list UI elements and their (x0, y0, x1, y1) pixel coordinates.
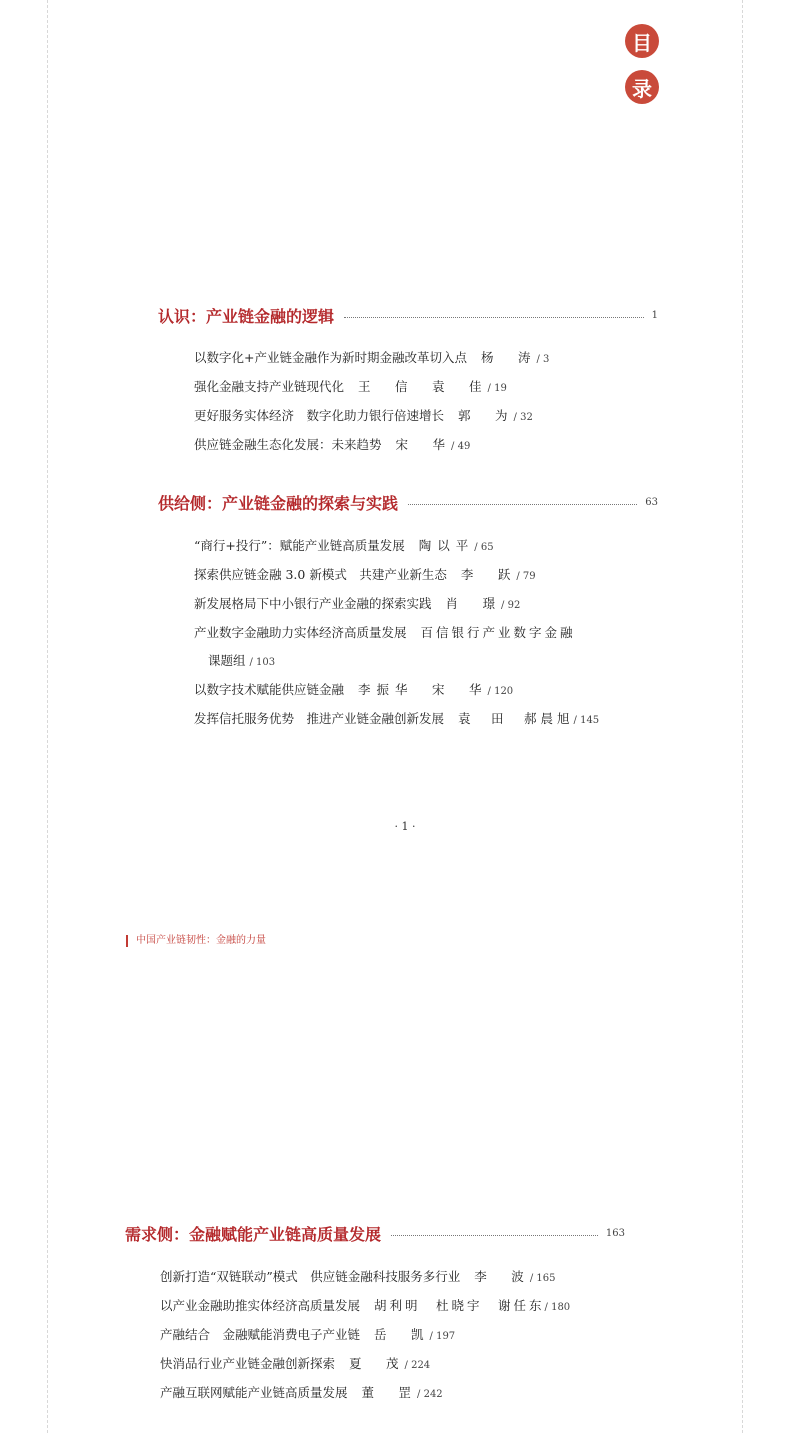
entry-page: / 242 (417, 1389, 443, 1400)
entry-page: / 19 (487, 383, 507, 394)
entry-title: 发挥信托服务优势 推进产业链金融创新发展 (194, 711, 445, 726)
toc-entry[interactable] (194, 435, 470, 455)
entry-author: 李振华 宋 华 (358, 682, 488, 697)
section-title-text: 供给侧：产业链金融的探索与实践 (158, 493, 399, 513)
entry-author: 杨 涛 (480, 350, 537, 365)
page-number: · 1 · (394, 820, 416, 833)
toc-entry-continued[interactable] (208, 651, 275, 671)
section-title-1[interactable] (158, 304, 658, 326)
entry-title: 产融结合 金融赋能消费电子产业链 (160, 1327, 361, 1342)
entry-page: / 65 (474, 542, 494, 553)
entry-page: / 49 (451, 441, 471, 452)
entry-author: 课题组 (208, 653, 246, 668)
entry-page: / 3 (536, 354, 550, 365)
entry-author: 王 信 袁 佳 (358, 379, 488, 394)
entry-author: 袁 田 郝晨旭 (458, 711, 574, 726)
entry-title: 供应链金融生态化发展：未来趋势 (194, 437, 382, 452)
running-head: 中国产业链韧性：金融的力量 (126, 935, 266, 947)
toc-entry[interactable] (160, 1383, 443, 1403)
entry-page: / 165 (529, 1273, 556, 1284)
leader-dots (408, 504, 637, 505)
entry-page: / 145 (573, 715, 600, 726)
entry-page: / 32 (513, 412, 533, 423)
section-title-2[interactable] (158, 491, 658, 513)
toc-entry[interactable] (194, 536, 494, 556)
entry-author: 肖 璟 (445, 596, 502, 611)
toc-badge-mu: 目 (625, 24, 659, 58)
entry-page: / 197 (429, 1331, 456, 1342)
entry-title: 以数字化+产业链金融作为新时期金融改革切入点 (194, 350, 467, 365)
toc-entry[interactable] (160, 1325, 455, 1345)
entry-title: 产融互联网赋能产业链高质量发展 (160, 1385, 348, 1400)
entry-page: / 79 (516, 571, 536, 582)
entry-title: 创新打造“双链联动”模式 供应链金融科技服务多行业 (160, 1269, 461, 1284)
entry-title: 更好服务实体经济 数字化助力银行倍速增长 (194, 408, 445, 423)
entry-title: 以数字技术赋能供应链金融 (194, 682, 345, 697)
entry-author: 胡利明 杜晓宇 谢任东 (374, 1298, 545, 1313)
entry-author: 李 跃 (460, 567, 517, 582)
section-page: 63 (645, 496, 658, 508)
entry-title: 强化金融支持产业链现代化 (194, 379, 345, 394)
leader-dots (344, 317, 644, 318)
entry-author: 岳 凯 (374, 1327, 430, 1342)
toc-entry[interactable] (194, 623, 576, 643)
entry-author: 陶以平 (418, 538, 475, 553)
section-title-text: 需求侧：金融赋能产业链高质量发展 (125, 1224, 382, 1244)
toc-entry[interactable] (194, 709, 599, 729)
entry-author: 夏 茂 (349, 1356, 405, 1371)
entry-page: / 180 (544, 1302, 571, 1313)
entry-title: 探索供应链金融 3.0 新模式 共建产业新生态 (194, 567, 447, 582)
toc-entry[interactable] (194, 594, 520, 614)
entry-title: 以产业金融助推实体经济高质量发展 (160, 1298, 361, 1313)
section-title-text: 认识：产业链金融的逻辑 (158, 306, 335, 326)
entry-author: 百信银行产业数字金融 (420, 625, 576, 640)
entry-author: 宋 华 (395, 437, 452, 452)
toc-entry[interactable] (194, 406, 533, 426)
entry-page: / 224 (404, 1360, 431, 1371)
section-title-3[interactable] (125, 1222, 625, 1244)
entry-author: 李 波 (474, 1269, 530, 1284)
toc-entry[interactable] (194, 680, 513, 700)
leader-dots (391, 1235, 598, 1236)
toc-entry[interactable] (160, 1296, 570, 1316)
entry-page: / 103 (249, 657, 276, 668)
section-page: 163 (605, 1227, 625, 1239)
entry-page: / 92 (501, 600, 521, 611)
entry-title: 产业数字金融助力实体经济高质量发展 (194, 625, 407, 640)
entry-title: “商行+投行”：赋能产业链高质量发展 (194, 538, 405, 553)
entry-author: 董 罡 (361, 1385, 418, 1400)
toc-entry[interactable] (194, 565, 536, 585)
toc-entry[interactable] (194, 377, 507, 397)
toc-entry[interactable] (194, 348, 549, 368)
entry-title: 快消品行业产业链金融创新探索 (160, 1356, 336, 1371)
toc-entry[interactable] (160, 1354, 430, 1374)
toc-badge-lu: 录 (625, 70, 659, 104)
entry-title: 新发展格局下中小银行产业金融的探索实践 (194, 596, 432, 611)
entry-page: / 120 (487, 686, 514, 697)
section-page: 1 (651, 309, 658, 321)
entry-author: 郭 为 (458, 408, 514, 423)
toc-entry[interactable] (160, 1267, 555, 1287)
